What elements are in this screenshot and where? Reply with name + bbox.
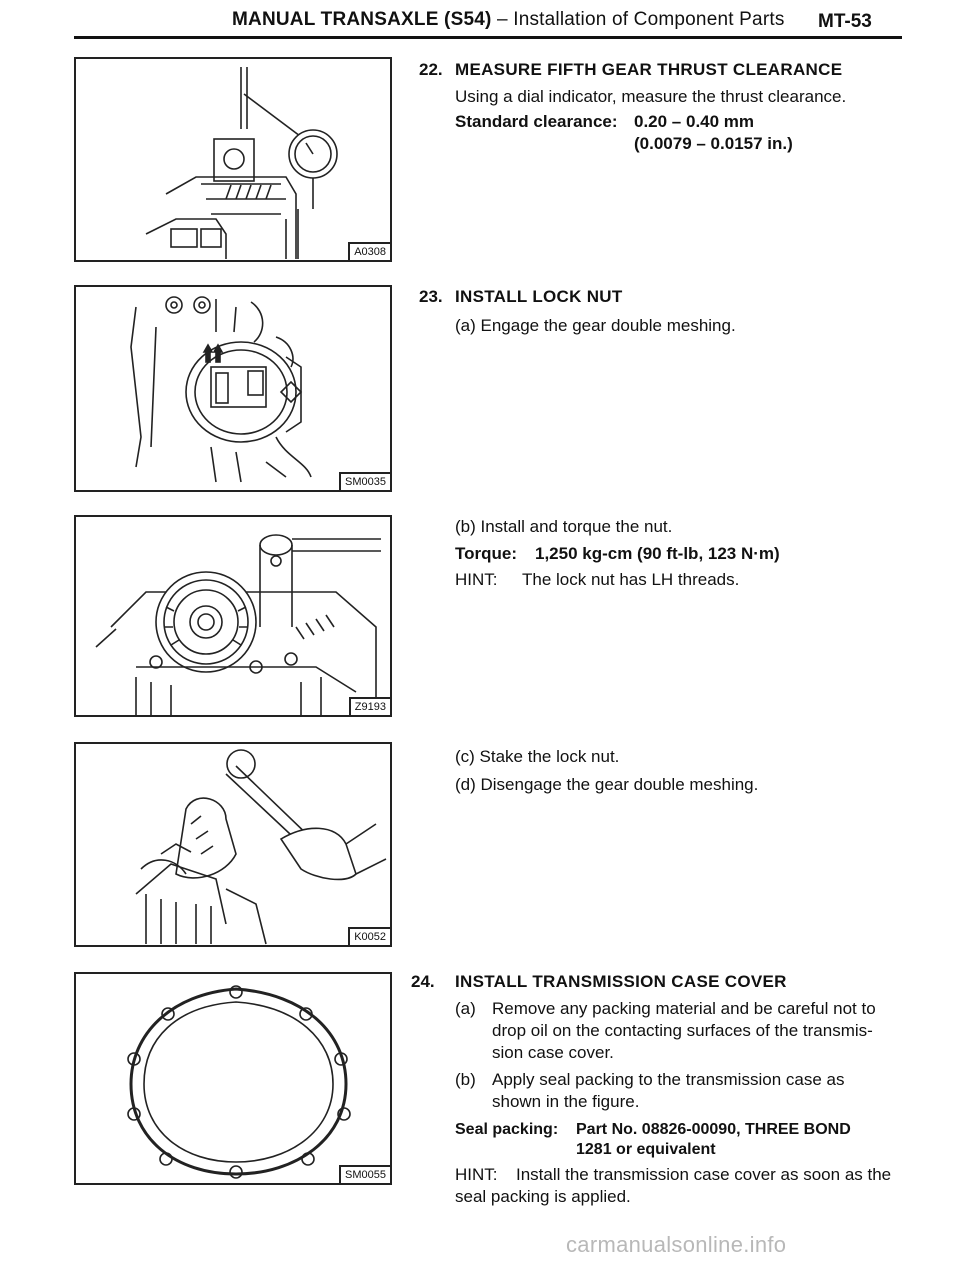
figure-dial-indicator: [74, 57, 392, 262]
figure-hammer-staking: [74, 742, 392, 947]
seal-packing-label: Seal packing:: [455, 1121, 559, 1138]
step-24-a-line1: Remove any packing material and be careful not to: [492, 999, 876, 1018]
step-24-hint-line2: seal packing is applied.: [455, 1187, 631, 1206]
torque-wrench-illustration-icon: [76, 517, 394, 719]
step-22-title: MEASURE FIFTH GEAR THRUST CLEARANCE: [455, 60, 843, 79]
step-23-hint-label: HINT:: [455, 570, 498, 589]
section-title-subtitle: – Installation of Component Parts: [491, 9, 785, 30]
step-24-b-label: (b): [455, 1070, 476, 1089]
step-22-spec-value-in: (0.0079 – 0.0157 in.): [634, 134, 793, 153]
section-title-bold: MANUAL TRANSAXLE (S54): [232, 9, 492, 30]
figure-seal-packing: [74, 972, 392, 1185]
step-23-number: 23.: [419, 287, 443, 306]
step-22-spec-value: 0.20 – 0.40 mm: [634, 112, 755, 131]
figure-code: Z9193: [349, 697, 392, 717]
figure-gear-meshing: [74, 285, 392, 492]
step-24-hint-label: HINT:: [455, 1165, 498, 1184]
step-24-hint-line1: Install the transmission case cover as soon as the: [516, 1165, 892, 1184]
figure-code: SM0055: [339, 1165, 392, 1185]
header-divider: [74, 36, 902, 39]
section-title: [232, 9, 785, 31]
step-23-d: (d) Disengage the gear double meshing.: [455, 775, 759, 794]
step-22-instruction: Using a dial indicator, measure the thrust clearance.: [455, 87, 847, 106]
step-23-title: INSTALL LOCK NUT: [455, 287, 623, 306]
seal-packing-value-line2: 1281 or equivalent: [576, 1141, 716, 1158]
watermark: carmanualsonline.info: [566, 1232, 787, 1257]
step-24-a-label: (a): [455, 999, 476, 1018]
seal-packing-gasket-illustration-icon: [76, 974, 394, 1187]
step-23-b: (b) Install and torque the nut.: [455, 517, 673, 536]
page-header: [0, 0, 960, 40]
step-22-spec-label: Standard clearance:: [455, 112, 618, 131]
dial-indicator-illustration-icon: [76, 59, 394, 264]
figure-torque-wrench: [74, 515, 392, 717]
step-24-number: 24.: [411, 972, 435, 991]
torque-label: Torque:: [455, 544, 518, 563]
step-24-a-line2: drop oil on the contacting surfaces of the transmis-: [492, 1021, 873, 1040]
step-23-hint-text: The lock nut has LH threads.: [522, 570, 740, 589]
step-24-title: INSTALL TRANSMISSION CASE COVER: [455, 972, 787, 991]
hammer-staking-illustration-icon: [76, 744, 394, 949]
step-22-number: 22.: [419, 60, 443, 79]
gear-meshing-illustration-icon: [76, 287, 394, 494]
step-24-b-line2: shown in the figure.: [492, 1092, 640, 1111]
torque-value: 1,250 kg-cm (90 ft-lb, 123 N·m): [535, 544, 780, 563]
figure-code: A0308: [348, 242, 392, 262]
figure-code: K0052: [348, 927, 392, 947]
page-number: MT-53: [818, 11, 872, 32]
step-23-a: (a) Engage the gear double meshing.: [455, 316, 736, 335]
seal-packing-value-line1: Part No. 08826-00090, THREE BOND: [576, 1121, 851, 1138]
figure-code: SM0035: [339, 472, 392, 492]
step-24-b-line1: Apply seal packing to the transmission case as: [492, 1070, 845, 1089]
step-23-c: (c) Stake the lock nut.: [455, 747, 620, 766]
step-24-a-line3: sion case cover.: [492, 1043, 614, 1062]
